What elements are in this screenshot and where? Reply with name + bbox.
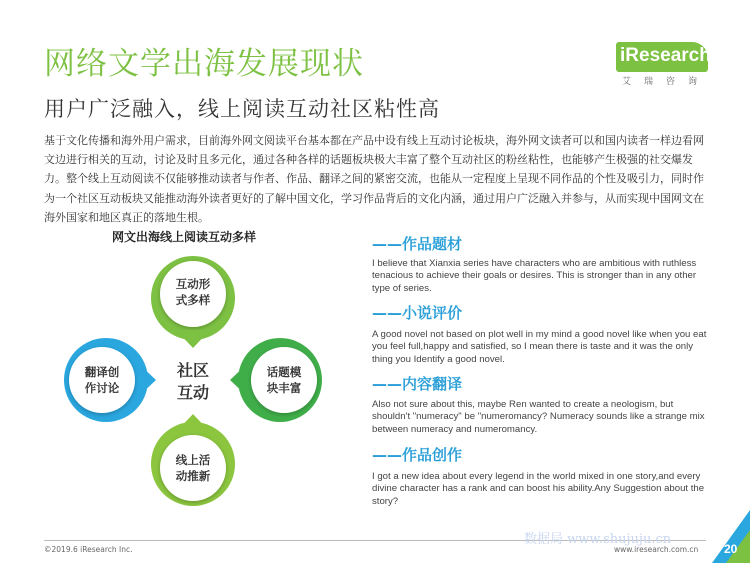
intro-paragraph: 基于文化传播和海外用户需求，目前海外网文阅读平台基本都在产品中设有线上互动讨论板块，海外网文读者可以和国内读者一样边看网文边进行相关的互动，讨论及时且多元化，通过各种各样的话题板块极大丰富了整个互动社区的粉丝粘性，也能够产生极强的社交爆发力。整个线上互动阅读不仅能够推动读者与作者、作品、翻译之间的紧密交流，也能从一定程度上呈现不同作品的个性及吸引力，同时作为一个社区互动板块又能推动海外读者更好的了解中国文化，学习作品背后的文化内涵，通过用户广泛融入并参与，从而实现中国网文在海外国家和地区真正的落地生根。 [44,134,704,224]
diagram-center [176,361,209,402]
example-heading-creation: ——作品创作 [372,446,463,464]
logo-subtext: 艾瑞咨询 [622,77,711,87]
diagram-left-line1: 翻译创 [84,365,120,379]
diagram-top-line2: 式多样 [175,293,211,307]
example-heading-translation: ——内容翻译 [372,375,463,393]
footer-site: www.iresearch.com.cn [614,545,699,554]
diagram-center-line2: 互动 [176,383,210,402]
page-title: 网络文学出海发展现状 [44,46,364,82]
diagram-bottom-line2: 动推新 [175,469,211,483]
page-number: 20 [724,542,738,556]
diagram-node-right [230,338,322,422]
example-body-review: A good novel not based on plot well in my mind a good novel like when you eat you feel full,happy and satisfied, so I mean there is taste and it was the only thing you Identify a good novel. [372,329,707,365]
diagram-right-line1: 话题模 [266,365,302,379]
example-body-genre: I believe that Xianxia series have characters who are ambitious with ruthless tenacious to achieve their goals or desires. This is stronger than in any other type of series. [372,258,697,294]
diagram-bottom-line1: 线上活 [175,453,211,467]
logo-text: iResearch [620,45,711,66]
diagram-node-bottom [151,414,235,506]
diagram-right-line2: 块丰富 [266,381,302,395]
iresearch-logo [616,42,712,86]
diagram-node-left [64,338,156,422]
interaction-diagram [58,250,328,520]
diagram-node-top [151,256,235,348]
diagram-center-line1: 社区 [176,361,210,380]
diagram-left-line2: 作讨论 [84,381,120,395]
example-body-creation: I got a new idea about every legend in the world mixed in one story,and every divine character has a rank and can boost his ability.Any Suggestion about the story? [372,471,705,507]
example-heading-review: ——小说评价 [372,304,463,322]
footer-copyright: ©2019.6 iResearch Inc. [44,545,133,554]
page-subtitle: 用户广泛融入，线上阅读互动社区粘性高 [44,97,440,121]
example-heading-genre: ——作品题材 [372,235,463,253]
diagram-title: 网文出海线上阅读互动多样 [112,230,257,244]
example-body-translation: Also not sure about this, maybe Ren wanted to create a neologism, but shouldn't "numeracy" be "numeromancy? Numeracy sounds like a strange mix between numeracy and numeromancy. [372,399,705,435]
watermark: 数据局 www.shujuju.cn [524,532,672,547]
diagram-top-line1: 互动形 [175,277,211,291]
